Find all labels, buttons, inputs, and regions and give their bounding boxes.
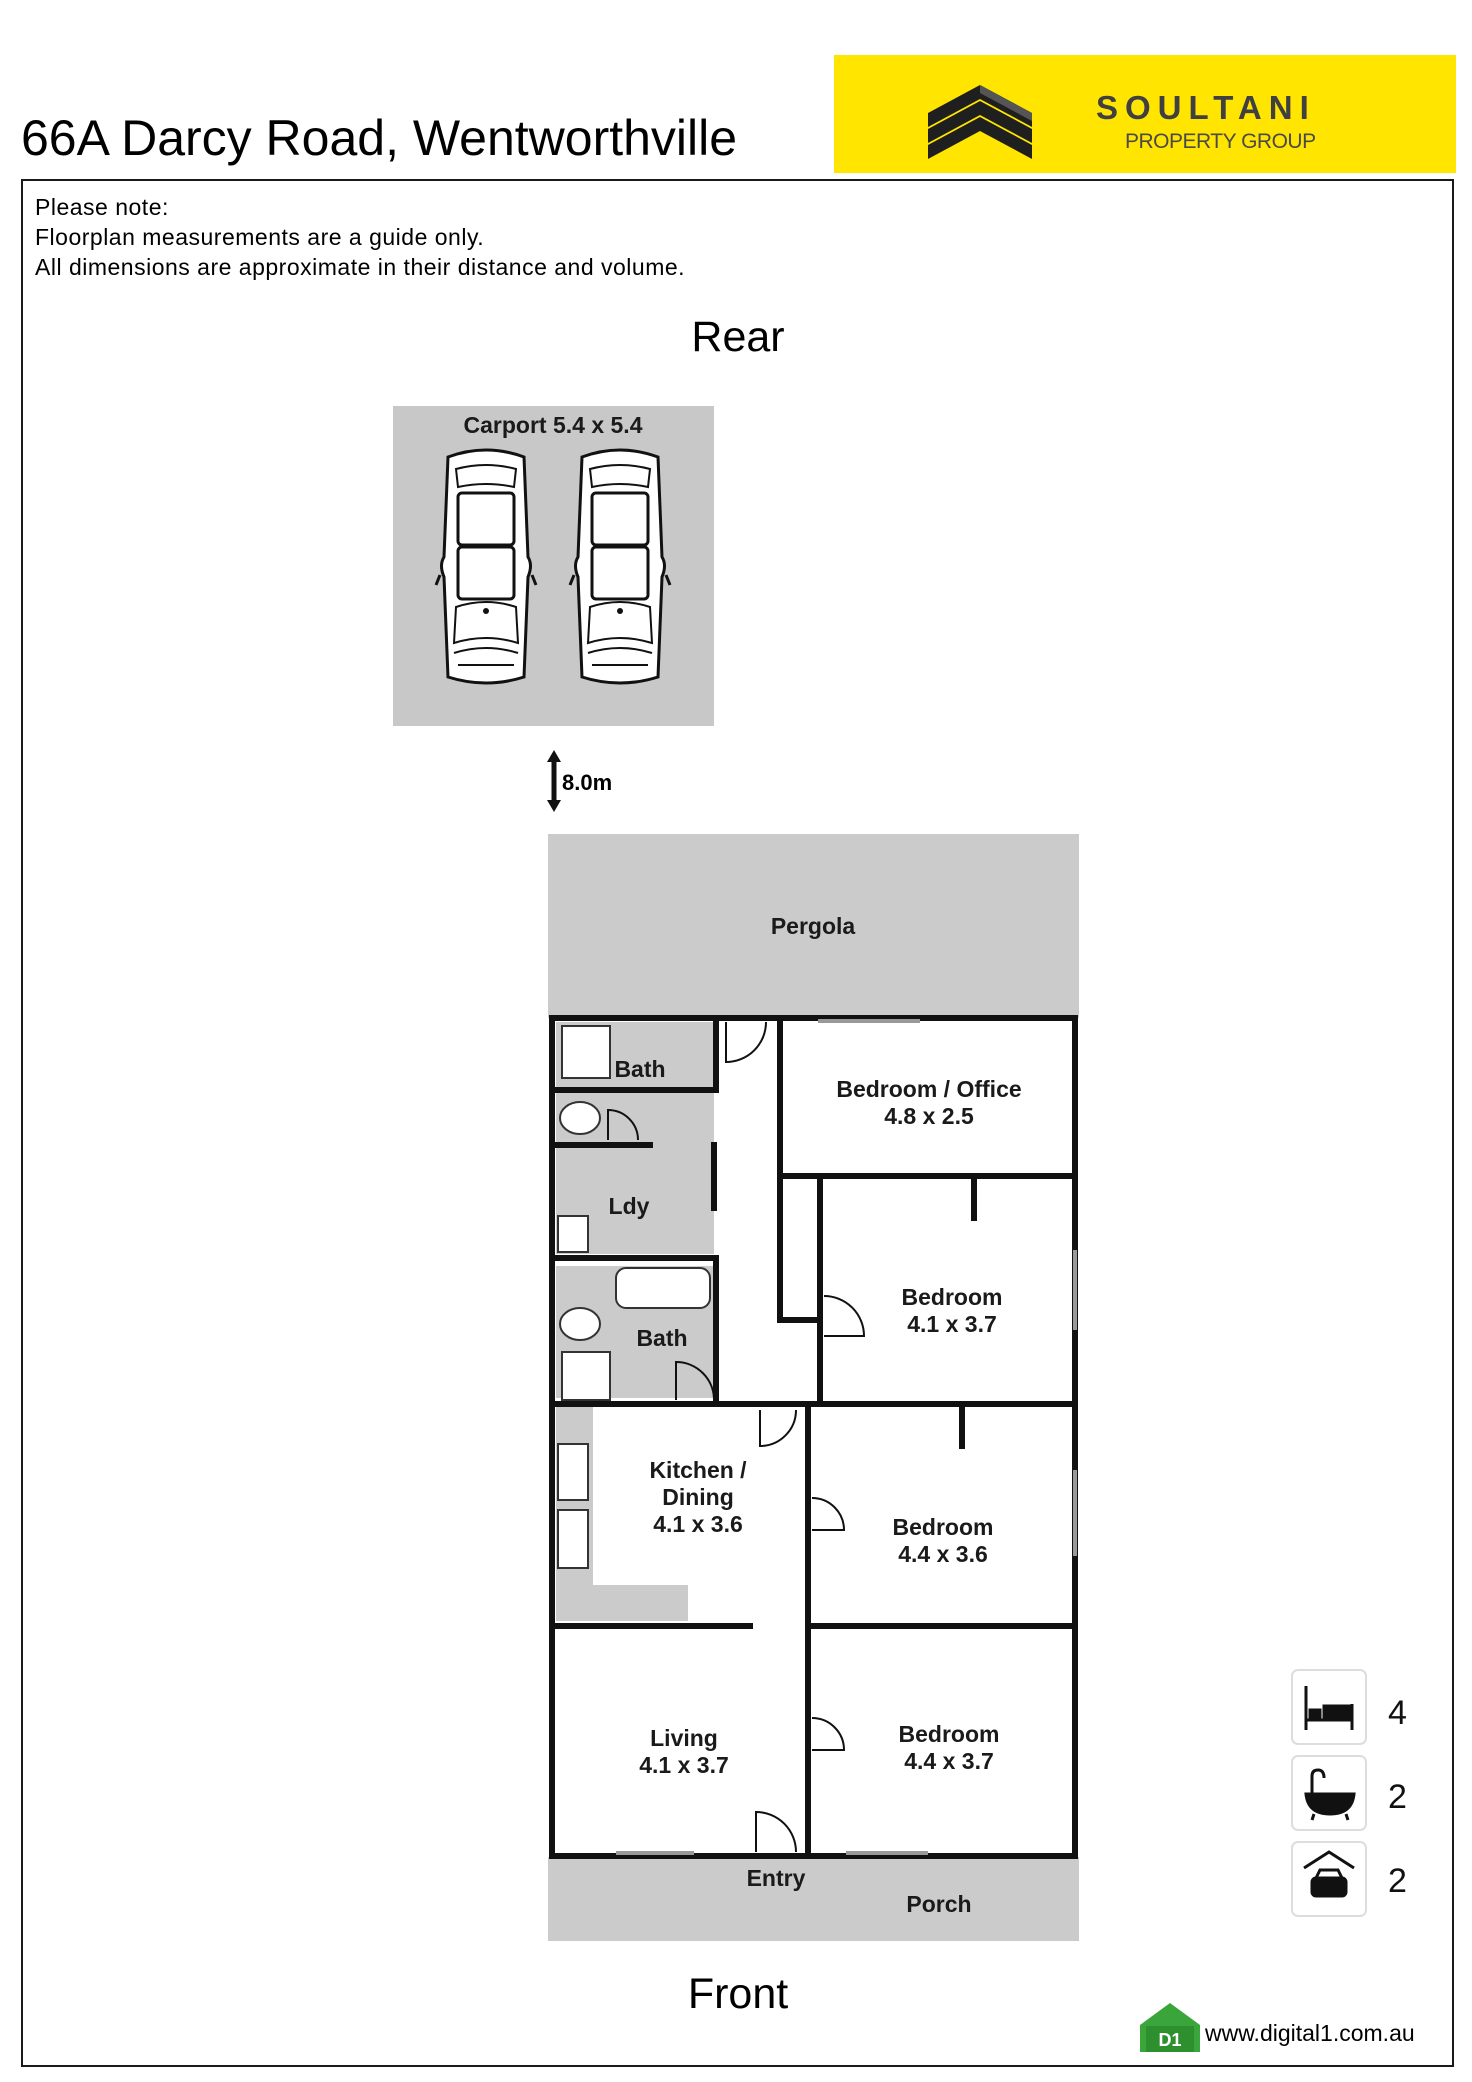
carport-label: Carport 5.4 x 5.4 [463,412,643,438]
porch-label: Porch [906,1891,972,1917]
bath-upper-label: Bath [614,1056,666,1082]
bed2-name: Bedroom [901,1284,1003,1310]
pergola-label: Pergola [770,913,856,939]
note-line: Please note: [35,194,169,220]
parking-count: 2 [1388,1862,1407,1900]
rear-label: Rear [691,313,785,361]
carport [393,406,714,726]
note-line: Floorplan measurements are a guide only. [35,224,485,250]
car-icon [570,450,670,683]
laundry-label: Ldy [608,1193,650,1219]
bed3-size: 4.4 x 3.6 [898,1541,988,1567]
car-icon [436,450,536,683]
brand-name: SOULTANI [1096,89,1316,126]
bed4-name: Bedroom [898,1721,1000,1747]
entry-label: Entry [746,1865,806,1891]
digital1-badge-text: D1 [1158,2030,1182,2050]
bathroom-count: 2 [1388,1778,1407,1816]
bath-lower-label: Bath [636,1325,688,1351]
footer-website: www.digital1.com.au [1205,2020,1415,2046]
office-size: 4.8 x 2.5 [884,1103,974,1129]
property-address: 66A Darcy Road, Wentworthville [21,110,738,166]
bed4-size: 4.4 x 3.7 [904,1748,994,1774]
kitchen-line2: Dining [662,1484,734,1510]
kitchen-line1: Kitchen / [649,1457,747,1483]
property-stats [1292,1670,1407,1916]
front-label: Front [687,1970,789,2018]
porch-area [548,1857,1079,1941]
kitchen-size: 4.1 x 3.6 [653,1511,743,1537]
living-size: 4.1 x 3.7 [639,1752,729,1778]
digital1-logo-icon [1140,2003,1200,2052]
bed2-size: 4.1 x 3.7 [907,1311,997,1337]
note-line: All dimensions are approximate in their distance and volume. [35,254,686,280]
brand-subtitle: PROPERTY GROUP [1125,130,1316,153]
setback-label: 8.0m [562,770,613,795]
bedroom-count: 4 [1388,1694,1407,1732]
office-name: Bedroom / Office [836,1076,1022,1102]
living-name: Living [650,1725,718,1751]
bed3-name: Bedroom [892,1514,994,1540]
setback-arrow-icon [547,750,561,812]
